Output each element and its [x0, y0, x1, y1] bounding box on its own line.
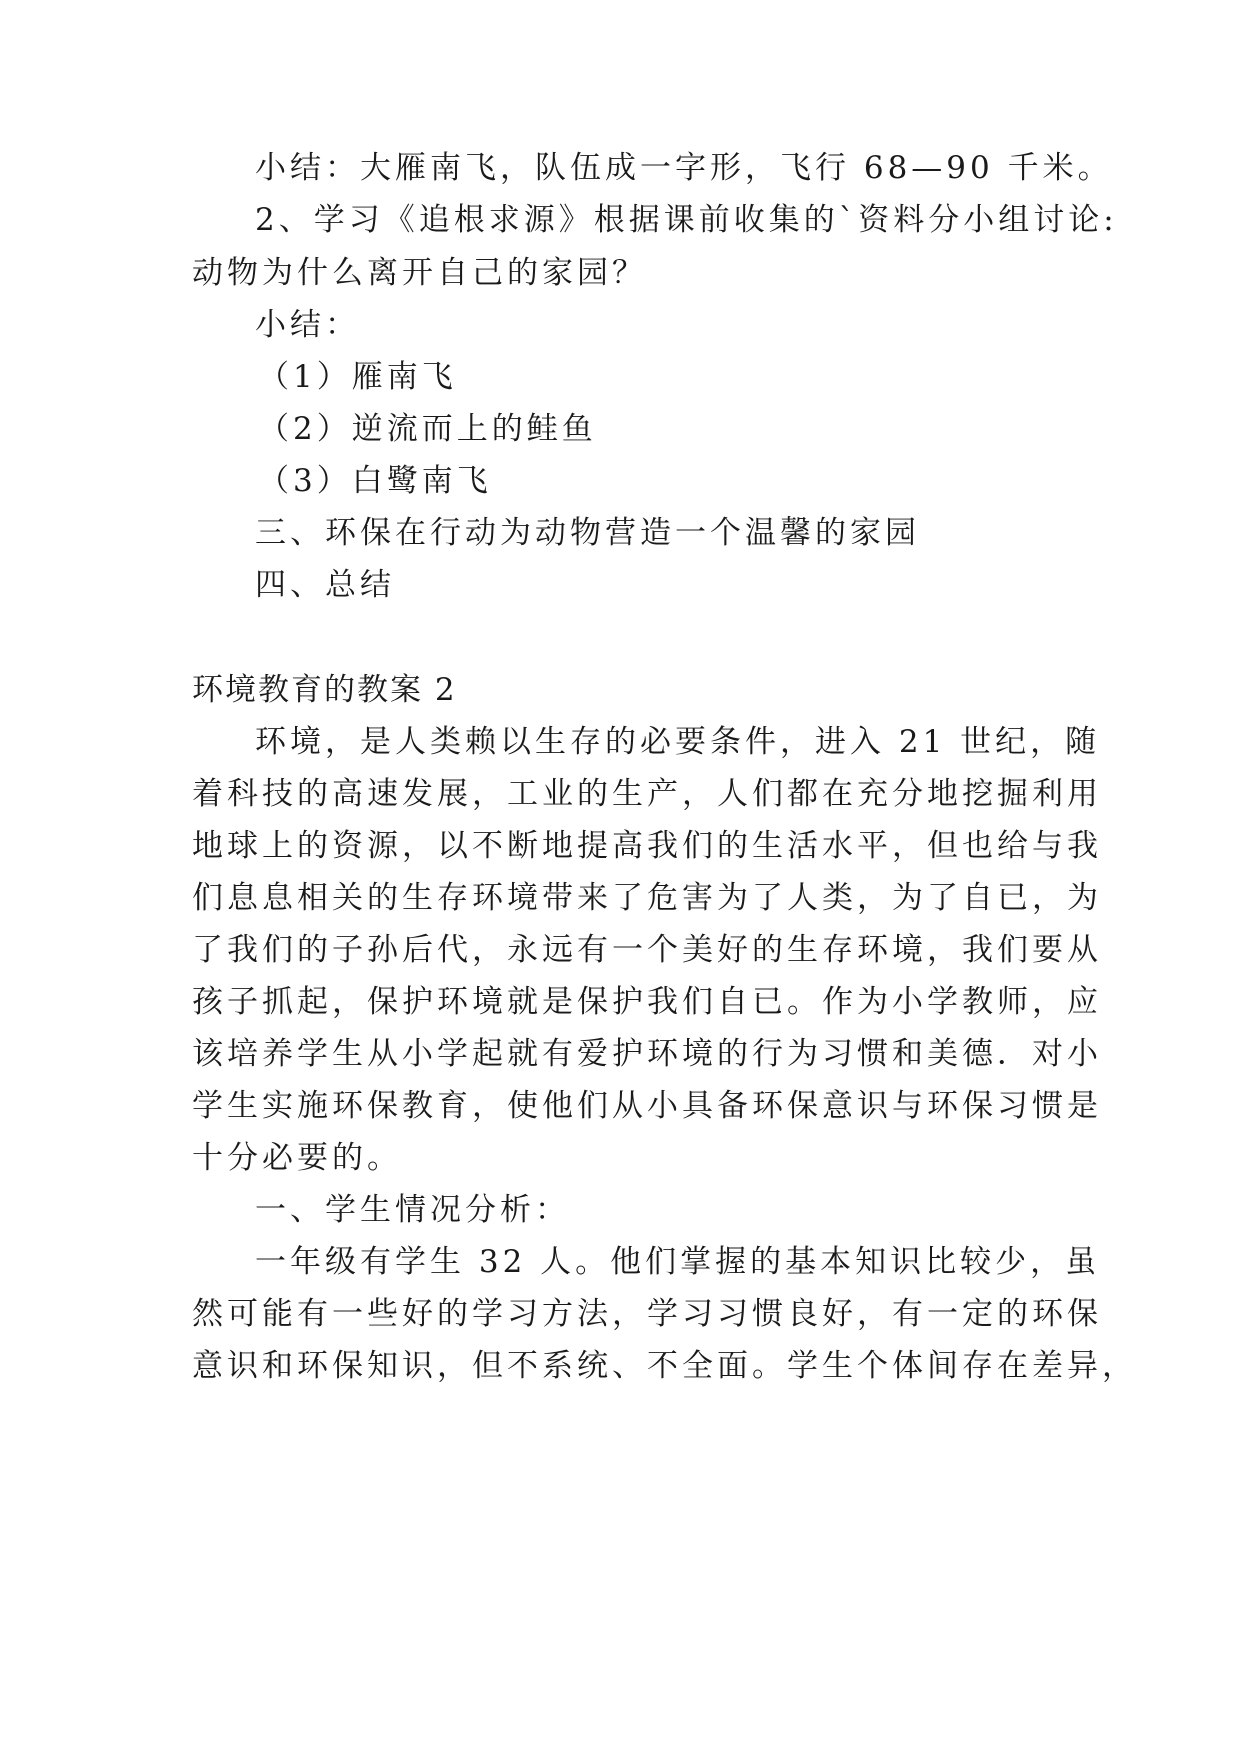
summary-line-2: 小结： — [255, 307, 360, 343]
paragraph-line-1: 环境，是人类赖以生存的必要条件，进入 21 世纪，随 — [255, 724, 1101, 760]
summary-line-1: 小结：大雁南飞，队伍成一字形，飞行 68—90 千米。 — [255, 150, 1113, 186]
paragraph-line-4: 们息息相关的生存环境带来了危害为了人类，为了自已，为 — [192, 880, 1102, 916]
paragraph-line-2: 着科技的高速发展，工业的生产，人们都在充分地挖掘利用 — [192, 776, 1102, 812]
list-item-1: （1）雁南飞 — [258, 359, 457, 395]
paragraph-line-7: 该培养学生从小学起就有爱护环境的行为习惯和美德．对小 — [192, 1036, 1102, 1072]
paragraph-line-9: 十分必要的。 — [192, 1140, 402, 1176]
analysis-line-3: 意识和环保知识，但不系统、不全面。学生个体间存在差异， — [192, 1348, 1137, 1384]
section-heading-3: 三、环保在行动为动物营造一个温馨的家园 — [255, 515, 920, 551]
document-title: 环境教育的教案 2 — [192, 672, 457, 708]
section-heading-4: 四、总结 — [255, 567, 395, 603]
step-2-line-1: 2、学习《追根求源》根据课前收集的`资料分小组讨论: — [255, 202, 1118, 238]
list-item-3: （3）白鹭南飞 — [258, 463, 492, 499]
paragraph-line-5: 了我们的子孙后代，永远有一个美好的生存环境，我们要从 — [192, 932, 1102, 968]
paragraph-line-6: 孩子抓起，保护环境就是保护我们自已。作为小学教师，应 — [192, 984, 1102, 1020]
paragraph-line-3: 地球上的资源，以不断地提高我们的生活水平，但也给与我 — [192, 828, 1102, 864]
step-2-line-2: 动物为什么离开自己的家园？ — [192, 255, 647, 291]
analysis-line-2: 然可能有一些好的学习方法，学习习惯良好，有一定的环保 — [192, 1296, 1102, 1332]
list-item-2: （2）逆流而上的鲑鱼 — [258, 411, 597, 447]
paragraph-line-8: 学生实施环保教育，使他们从小具备环保意识与环保习惯是 — [192, 1088, 1102, 1124]
section-heading-1: 一、学生情况分析： — [255, 1192, 570, 1228]
analysis-line-1: 一年级有学生 32 人。他们掌握的基本知识比较少，虽 — [255, 1244, 1101, 1280]
